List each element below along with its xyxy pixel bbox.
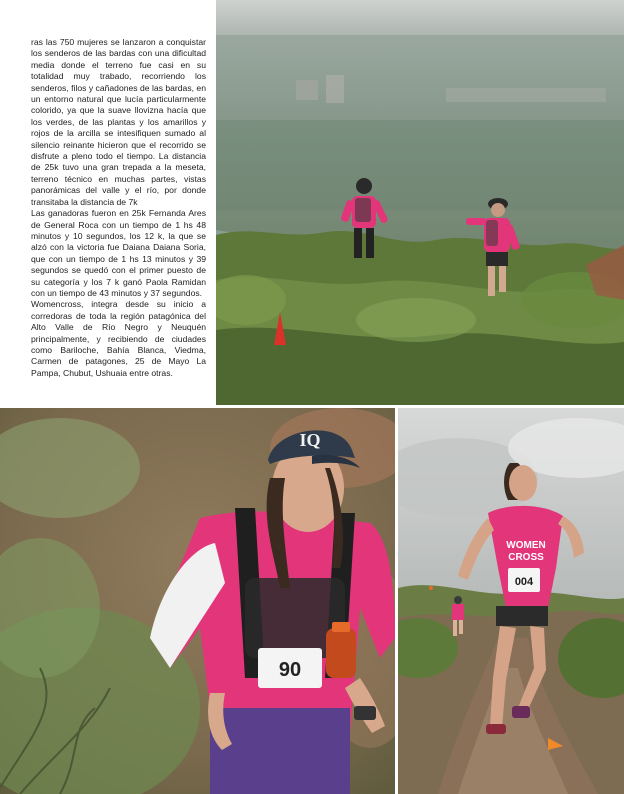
cap-logo-text: IQ	[299, 430, 321, 450]
article-paragraph: Womencross, integra desde su inicio a corredoras de toda la región patagónica del Alto Valle de Río Negro y Neuquén principalmente, y recibiendo de ciudades como Bariloche, Bahía Blanca, Viedma, Carmen de patagones, 25 de Mayo La Pampa, Chubut, Ushuaia entre otras.	[31, 299, 206, 378]
photo-womencross-runner	[398, 408, 624, 794]
article-text-column	[31, 37, 206, 379]
shirt-text-line1: WOMEN	[506, 540, 546, 551]
bib-number-text: 004	[514, 576, 534, 588]
shirt-text-line2: CROSS	[508, 552, 544, 563]
article-paragraph: Las ganadoras fueron en 25k Fernanda Ares de General Roca con un tiempo de 1 hs 48 minutos y 10 segundos, los 12 k, la que se alzó con la victoria fue Daiana Daiana Soria, que con un tiempo de 1 hs 13 minutos y 39 segundos se quedó con el primer puesto de su categoría y los 7 k ganó Paola Ramidan con un tiempo de 43 minutos y 37 segundos.	[31, 208, 206, 298]
photo-runner-closeup	[0, 408, 395, 794]
bib-number-text: 90	[278, 659, 302, 681]
photo-runners-hillside	[216, 0, 624, 405]
article-paragraph: ras las 750 mujeres se lanzaron a conquistar los senderos de las bardas con una dificultad media donde el terreno fue casi en su totalidad muy trabado, recorriendo los senderos, filos y cañadones de las bardas, en un entorno natural que lucía particularmente colorido, ya que la suave llovizna hacía que los verdes, de las plantas y los amarillos y rojos de la arcilla se intesifiquen sumado al silencio reinante hicieron que el recorrido se disfrute a pleno todo el tiempo. La distancia de 25k tuvo una gran trepada a la meseta, terreno técnico en muchas partes, vistas panorámicas del valle y el río, por donde transitaba la distancia de 7k	[31, 37, 206, 207]
